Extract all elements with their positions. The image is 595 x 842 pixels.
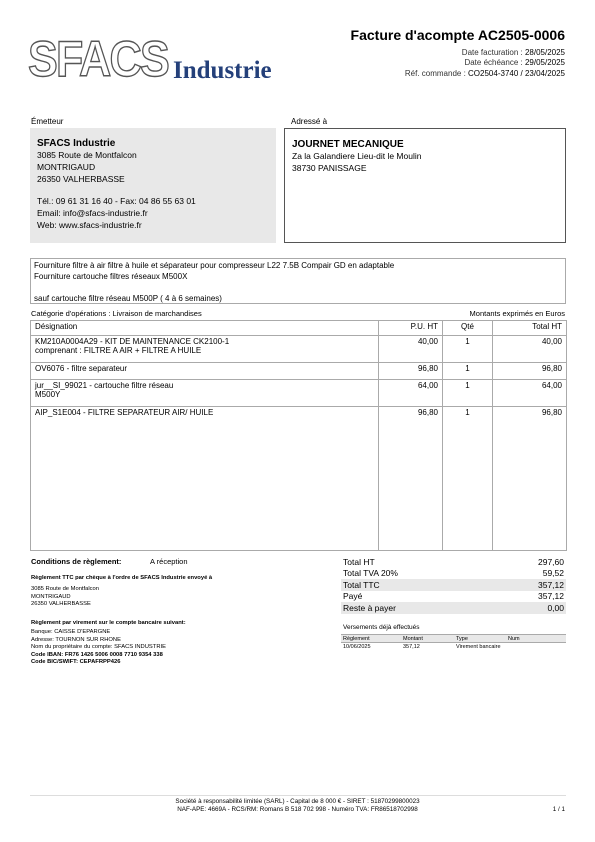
amounts-currency-note: Montants exprimés en Euros: [469, 309, 565, 318]
order-reference: Réf. commande : CO2504-3740 / 23/04/2025: [404, 69, 565, 78]
row-total: 96,80: [493, 363, 567, 380]
row-quantity: 1: [443, 407, 493, 551]
row-unit-price: 96,80: [379, 363, 443, 380]
issuer-box: [30, 128, 276, 243]
table-row: [31, 380, 567, 407]
issuer-phone: Tél.: 09 61 31 16 40 - Fax: 04 86 55 63 01: [37, 196, 196, 207]
recipient-box: [284, 128, 566, 243]
row-designation: AIP_S1E004 - FILTRE SEPARATEUR AIR/ HUILE: [31, 407, 379, 551]
row-unit-price: 96,80: [379, 407, 443, 551]
header-designation: Désignation: [31, 321, 379, 336]
page-number: 1 / 1: [552, 806, 565, 813]
footer-legal-line2: NAF-APE: 4669A - RCS/RM: Romans B 518 702 998 - Numéro TVA: FR86518702998: [177, 806, 418, 813]
issuer-zip-city: 26350 VALHERBASSE: [37, 173, 125, 184]
row-total: 40,00: [493, 336, 567, 363]
row-quantity: 1: [443, 336, 493, 363]
company-logo: [28, 30, 290, 90]
row-unit-price: 40,00: [379, 336, 443, 363]
remaining-row: Reste à payer 0,00: [343, 602, 564, 613]
issuer-web: Web: www.sfacs-industrie.fr: [37, 219, 142, 230]
payment-conditions-label: Conditions de règlement:: [31, 557, 122, 566]
row-unit-price: 64,00: [379, 380, 443, 407]
payment-conditions-value: A réception: [150, 557, 188, 566]
recipient-name: JOURNET MECANIQUE: [292, 139, 404, 150]
payments-header-row: Règlement Montant Type Num: [341, 635, 566, 643]
invoice-due-date: Date échéance : 29/05/2025: [464, 58, 565, 67]
table-row: [31, 336, 567, 363]
row-quantity: 1: [443, 363, 493, 380]
header-quantity: Qté: [443, 321, 493, 336]
iban: Code IBAN: FR76 1426 5006 0008 7710 9354 338: [31, 651, 163, 658]
paid-row: Payé 357,12: [343, 591, 564, 602]
description-line: Fourniture filtre à air filtre à huile et séparateur pour compresseur L22 7.5B Compair GD en adaptable: [34, 261, 395, 270]
row-quantity: 1: [443, 380, 493, 407]
issuer-name: SFACS Industrie: [37, 138, 116, 149]
description-line: sauf cartouche filtre réseau M500P ( 4 à 6 semaines): [34, 293, 222, 303]
payment-row: 10/06/2025 357,12 Virement bancaire: [343, 643, 501, 650]
recipient-zip-city: 38730 PANISSAGE: [292, 162, 367, 173]
row-designation: OV6076 - filtre separateur: [31, 363, 379, 380]
payments-table: [341, 634, 566, 650]
footer-divider: [30, 795, 566, 796]
invoice-date: Date facturation : 28/05/2025: [461, 48, 565, 57]
total-ht-row: Total HT 297,60: [343, 556, 564, 567]
items-table: [30, 320, 567, 551]
header-total: Total HT: [493, 321, 567, 336]
issuer-address: 3085 Route de Montfalcon: [37, 150, 137, 160]
operation-category: Catégorie d'opérations : Livraison de marchandises: [31, 309, 202, 318]
issuer-email: Email: info@sfacs-industrie.fr: [37, 208, 148, 219]
issuer-city: MONTRIGAUD: [37, 161, 96, 172]
table-row: [31, 363, 567, 380]
table-header-row: [31, 321, 567, 336]
row-designation: KM210A0004A29 - KIT DE MAINTENANCE CK2100-1 comprenant : FILTRE A AIR + FILTRE A HUILE: [31, 336, 379, 363]
bank-transfer-instructions: Règlement par virement sur le compte bancaire suivant: Banque: CAISSE D'EPARGNE Adresse: TOURNON SUR RHONE Nom du propriétaire du compte: SFACS INDUSTRIE Code IBAN: FR76 1426 5006 0008 7710 9354 338 Code BIC/SWIFT: CEPAFRPP426: [31, 620, 186, 666]
footer-legal-line1: Société à responsabilité limitée (SARL) - Capital de 8 000 € - SIRET : 51870299800023: [175, 798, 420, 805]
total-ttc-row: Total TTC 357,12: [343, 579, 564, 590]
description-box: [30, 258, 566, 304]
bic-swift: Code BIC/SWIFT: CEPAFRPP426: [31, 659, 121, 666]
payments-title: Versements déjà effectués: [343, 624, 420, 631]
recipient-label: Adressé à: [291, 117, 328, 126]
invoice-title: Facture d'acompte AC2505-0006: [350, 27, 565, 43]
row-total: 96,80: [493, 407, 567, 551]
table-row: [31, 407, 567, 551]
row-designation: jur__SI_99021 - cartouche filtre réseau M500Y: [31, 380, 379, 407]
description-line: Fourniture cartouche filtres réseaux M500X: [34, 271, 188, 281]
cheque-instructions: Règlement TTC par chèque à l'ordre de SFACS Industrie envoyé à 3085 Route de Montfalcon MONTRIGAUD 26350 VALHERBASSE: [31, 575, 213, 608]
recipient-address: Za la Galandiere Lieu-dit le Moulin: [292, 151, 422, 161]
header-unit-price: P.U. HT: [379, 321, 443, 336]
totals-table: [341, 556, 566, 614]
total-tva-row: Total TVA 20% 59,52: [343, 568, 564, 579]
row-total: 64,00: [493, 380, 567, 407]
issuer-label: Émetteur: [31, 117, 64, 126]
logo-sub-text: Industrie: [173, 57, 272, 84]
logo-main-text: SFACS: [28, 31, 169, 87]
